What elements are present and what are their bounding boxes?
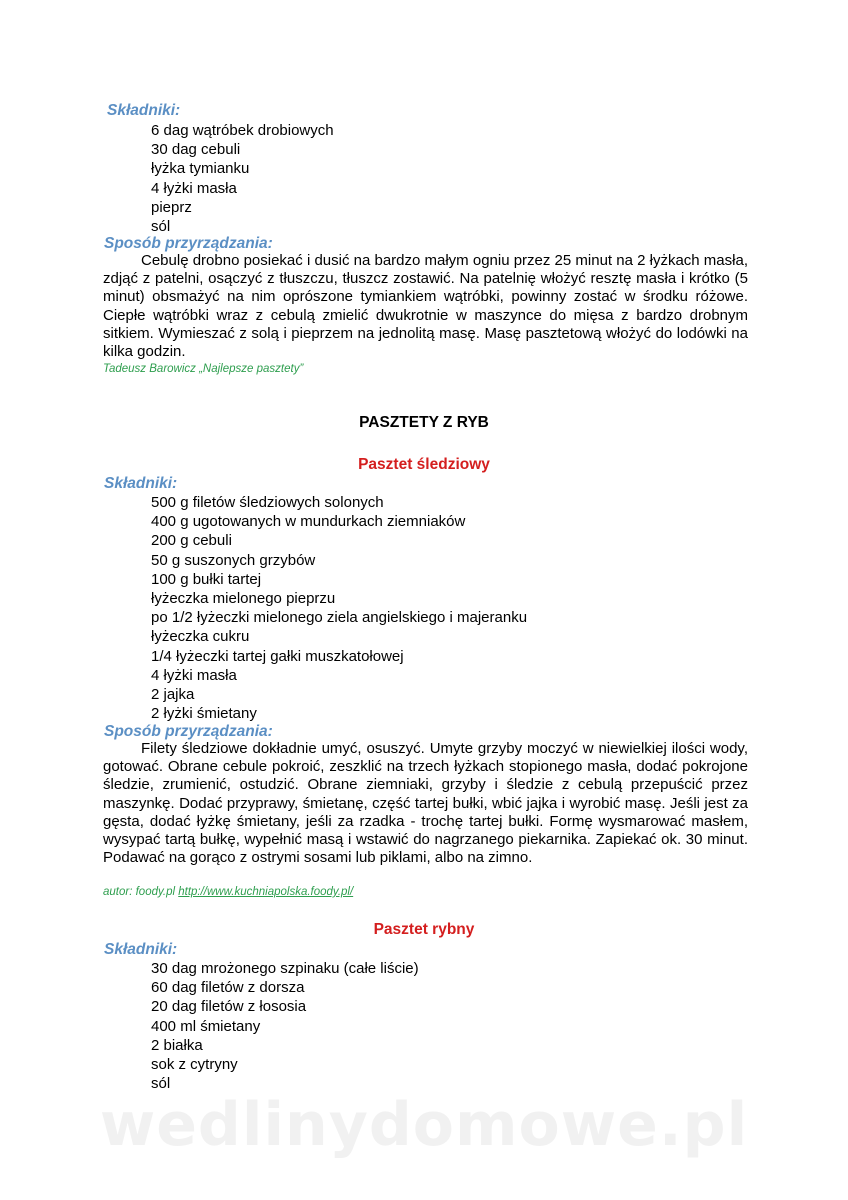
ingredients-heading: Składniki: bbox=[104, 475, 178, 492]
method-heading: Sposób przyrządzania: bbox=[104, 723, 273, 740]
recipe-source: Tadeusz Barowicz „Najlepsze pasztety” bbox=[103, 363, 304, 375]
ingredient-item: 400 ml śmietany bbox=[151, 1017, 261, 1035]
ingredient-item: 400 g ugotowanych w mundurkach ziemniaków bbox=[151, 513, 466, 531]
section-title: PASZTETY Z RYB bbox=[359, 414, 489, 431]
ingredient-item: 30 dag cebuli bbox=[151, 141, 241, 159]
method-heading: Sposób przyrządzania: bbox=[104, 235, 273, 252]
watermark: wedlinydomowe.pl bbox=[99, 1090, 749, 1160]
ingredient-item: pieprz bbox=[151, 198, 192, 216]
recipe-source bbox=[103, 885, 353, 899]
recipe-title: Pasztet rybny bbox=[373, 921, 475, 938]
ingredient-item: 4 łyżki masła bbox=[151, 179, 237, 197]
ingredient-item: 60 dag filetów z dorsza bbox=[151, 979, 305, 997]
ingredient-item: 20 dag filetów z łososia bbox=[151, 998, 307, 1016]
ingredients-list bbox=[151, 493, 527, 723]
ingredient-item: sok z cytryny bbox=[151, 1055, 238, 1073]
ingredient-item: łyżeczka mielonego pieprzu bbox=[151, 589, 336, 607]
ingredients-heading: Składniki: bbox=[104, 941, 178, 958]
source-link[interactable]: http://www.kuchniapolska.foody.pl/ bbox=[178, 886, 354, 898]
ingredients-heading: Składniki: bbox=[107, 102, 181, 119]
recipe-title: Pasztet śledziowy bbox=[358, 456, 490, 473]
ingredient-item: 6 dag wątróbek drobiowych bbox=[151, 122, 334, 139]
ingredient-item: 2 łyżki śmietany bbox=[151, 705, 257, 723]
ingredient-item: sól bbox=[151, 217, 171, 235]
method-text: Cebulę drobno posiekać i dusić na bardzo małym ogniu przez 25 minut na 2 łyżkach masła, zdjąć z patelni, osączyć z tłuszczu, tłuszcz zostawić. Na patelnię włożyć resztę masła i krótko (5 minut) obsmażyć na nim oprószone tymiankiem wątróbki, powinny zostać w środku różowe. Ciepłe wątróbki wraz z cebulą zmielić dwukrotnie w maszynce do mięsa z bardzo drobnym sitkiem. Wymieszać z solą i pieprzem na jednolitą masę. Masę pasztetową włożyć do lodówki na kilka godzin. bbox=[103, 252, 748, 361]
ingredient-item: 200 g cebuli bbox=[151, 532, 232, 550]
ingredient-item: łyżka tymianku bbox=[151, 160, 250, 178]
ingredient-item: sól bbox=[151, 1075, 171, 1093]
ingredient-item: 4 łyżki masła bbox=[151, 666, 237, 684]
ingredient-item: 2 jajka bbox=[151, 685, 195, 703]
ingredients-list bbox=[151, 121, 334, 236]
ingredient-item: 2 białka bbox=[151, 1036, 203, 1054]
ingredients-list bbox=[151, 959, 419, 1093]
ingredient-item: po 1/2 łyżeczki mielonego ziela angielskiego i majeranku bbox=[151, 609, 528, 627]
source-author: autor: foody.pl bbox=[103, 886, 179, 898]
method-text: Filety śledziowe dokładnie umyć, osuszyć. Umyte grzyby moczyć w niewielkiej ilości wody, gotować. Obrane cebule pokroić, zeszklić na trzech łyżkach stopionego masła, dodać pokrojone śledzie, zrumienić, ostudzić. Obrane ziemniaki, grzyby i śledzie z cebulą przepuścić przez maszynkę. Dodać przyprawy, śmietanę, część tartej bułki, wbić jajka i wyrobić masę. Jeśli jest za gęsta, dodać łyżkę śmietany, jeśli za rzadka - trochę tartej bułki. Formę wysmarować masłem, wysypać tartą bułkę, wypełnić masą i wstawić do nagrzanego piekarnika. Zapiekać ok. 30 minut. Podawać na gorąco z ostrymi sosami lub piklami, albo na zimno. bbox=[103, 740, 748, 867]
ingredient-item: 500 g filetów śledziowych solonych bbox=[151, 494, 384, 511]
ingredient-item: 50 g suszonych grzybów bbox=[151, 551, 316, 569]
ingredient-item: 30 dag mrożonego szpinaku (całe liście) bbox=[151, 960, 419, 977]
ingredient-item: 1/4 łyżeczki tartej gałki muszkatołowej bbox=[151, 647, 404, 665]
ingredient-item: 100 g bułki tartej bbox=[151, 570, 262, 588]
ingredient-item: łyżeczka cukru bbox=[151, 628, 250, 646]
